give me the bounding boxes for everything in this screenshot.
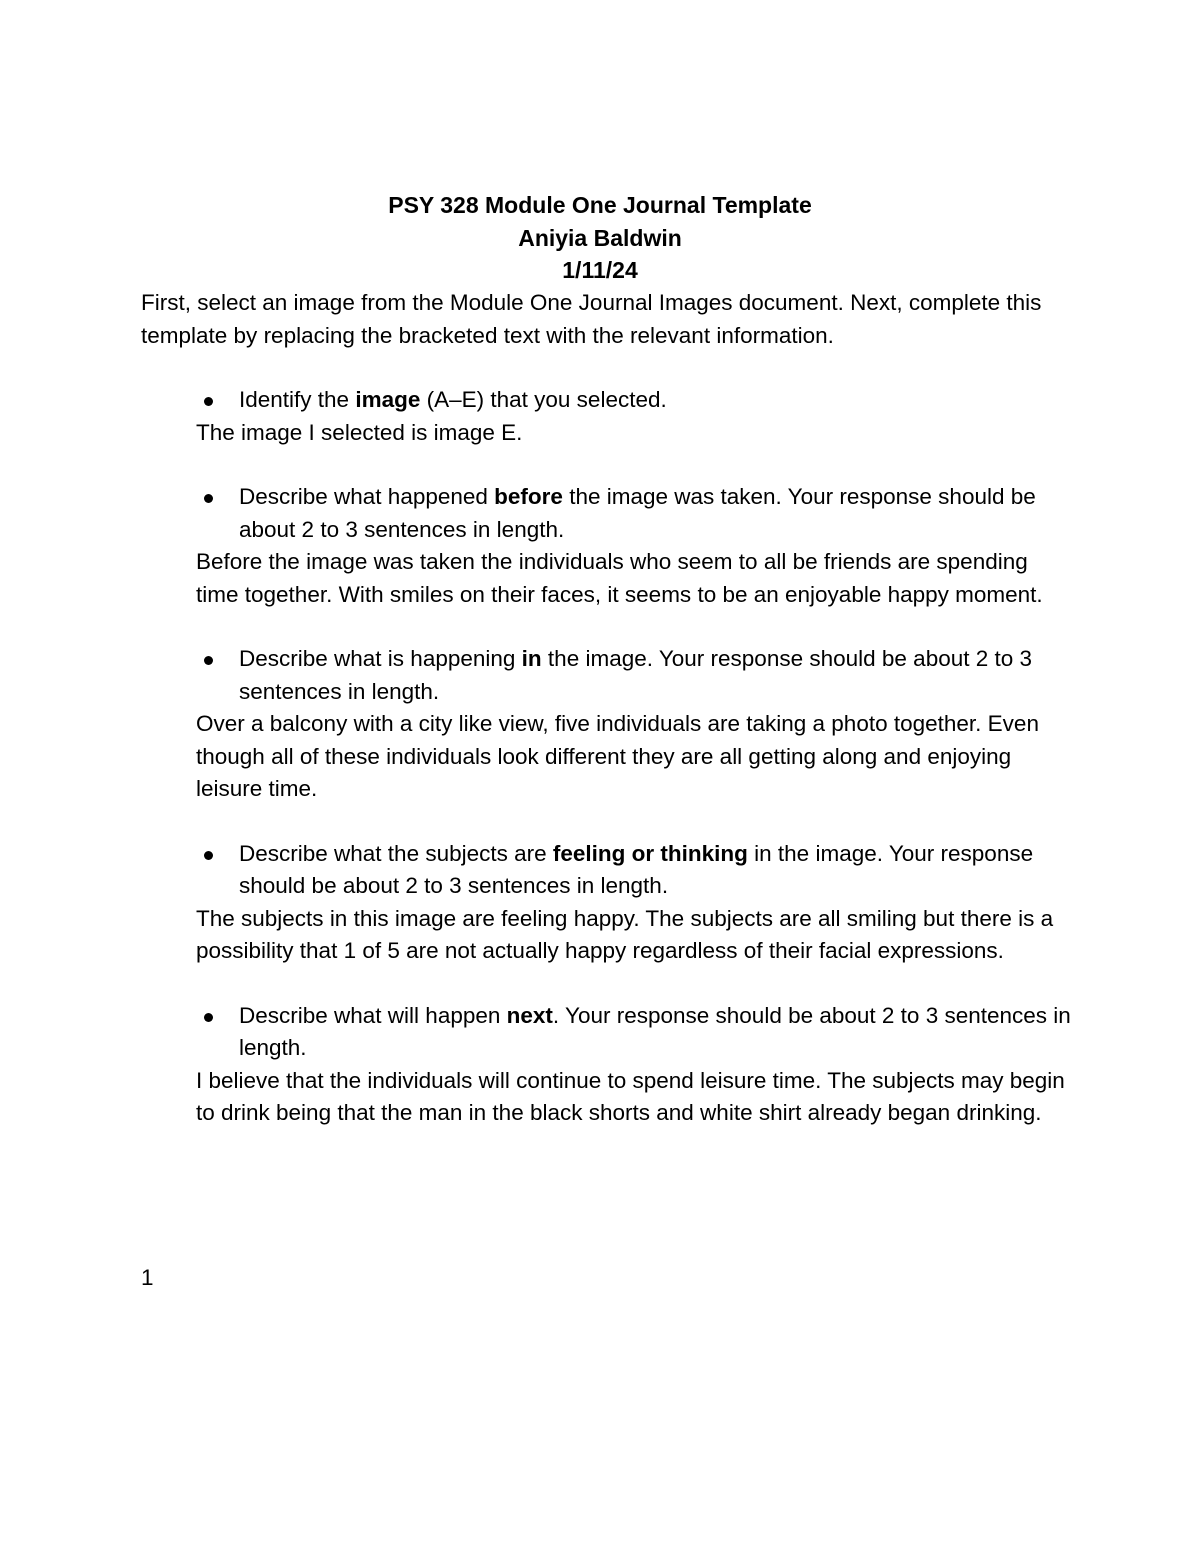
instructions-paragraph: First, select an image from the Module One Journal Images document. Next, complete this template by replacing the bracketed text with the relevant information. bbox=[141, 290, 1042, 348]
bullet-icon bbox=[204, 656, 213, 665]
prompt-text: . Your response should be about 2 to 3 sentences in length. bbox=[239, 1002, 1071, 1060]
document-body bbox=[141, 287, 1071, 1162]
page-number: 1 bbox=[141, 1265, 154, 1290]
answer-text: Before the image was taken the individuals who seem to all be friends are spending time together. With smiles on their faces, it seems to be an enjoyable happy moment. bbox=[196, 549, 1043, 607]
prompt-text: the image. Your response should be about 2 to 3 sentences in length. bbox=[239, 646, 1033, 704]
journal-section-feeling bbox=[141, 838, 1071, 968]
question-prompt bbox=[141, 1000, 1071, 1065]
question-prompt bbox=[141, 838, 1071, 903]
prompt-text: Describe what the subjects are bbox=[239, 840, 553, 866]
bullet-icon bbox=[204, 1013, 213, 1022]
question-prompt bbox=[141, 481, 1071, 546]
bullet-icon bbox=[204, 494, 213, 503]
question-prompt bbox=[141, 643, 1071, 708]
prompt-keyword: image bbox=[355, 387, 421, 412]
document-header bbox=[0, 189, 1200, 287]
prompt-text: Describe what is happening bbox=[239, 646, 522, 671]
prompt-text: (A–E) that you selected. bbox=[420, 387, 667, 412]
answer-text: The subjects in this image are feeling happy. The subjects are all smiling but there is a possibility that 1 of 5 are not actually happy regardless of their facial expressions. bbox=[196, 905, 1054, 963]
journal-section-in bbox=[141, 643, 1071, 806]
journal-section-image bbox=[141, 384, 1071, 449]
bullet-icon bbox=[204, 397, 213, 406]
journal-section-before bbox=[141, 481, 1071, 611]
journal-section-next bbox=[141, 1000, 1071, 1130]
answer-text: I believe that the individuals will continue to spend leisure time. The subjects may begin to drink being that the man in the black shorts and white shirt already began drinking. bbox=[196, 1067, 1065, 1125]
answer-text: The image I selected is image E. bbox=[196, 419, 523, 445]
prompt-keyword: before bbox=[494, 484, 563, 509]
answer-text: Over a balcony with a city like view, five individuals are taking a photo together. Even though all of these individuals look different they are all getting along and enjoying leisure time. bbox=[196, 711, 1039, 801]
document-date: 1/11/24 bbox=[562, 257, 638, 283]
document-title: PSY 328 Module One Journal Template bbox=[388, 192, 812, 218]
prompt-text: in the image. Your response should be about 2 to 3 sentences in length. bbox=[239, 840, 1034, 898]
prompt-text: Describe what happened bbox=[239, 484, 495, 509]
bullet-icon bbox=[204, 851, 213, 860]
prompt-keyword: in bbox=[521, 646, 542, 671]
prompt-text: Identify the bbox=[239, 387, 356, 412]
prompt-keyword: next bbox=[506, 1002, 553, 1028]
question-prompt bbox=[141, 384, 1071, 417]
prompt-text: the image was taken. Your response should be about 2 to 3 sentences in length. bbox=[239, 484, 1036, 542]
author-name: Aniyia Baldwin bbox=[518, 224, 682, 251]
prompt-keyword: feeling or thinking bbox=[552, 840, 748, 866]
prompt-text: Describe what will happen bbox=[239, 1002, 507, 1028]
